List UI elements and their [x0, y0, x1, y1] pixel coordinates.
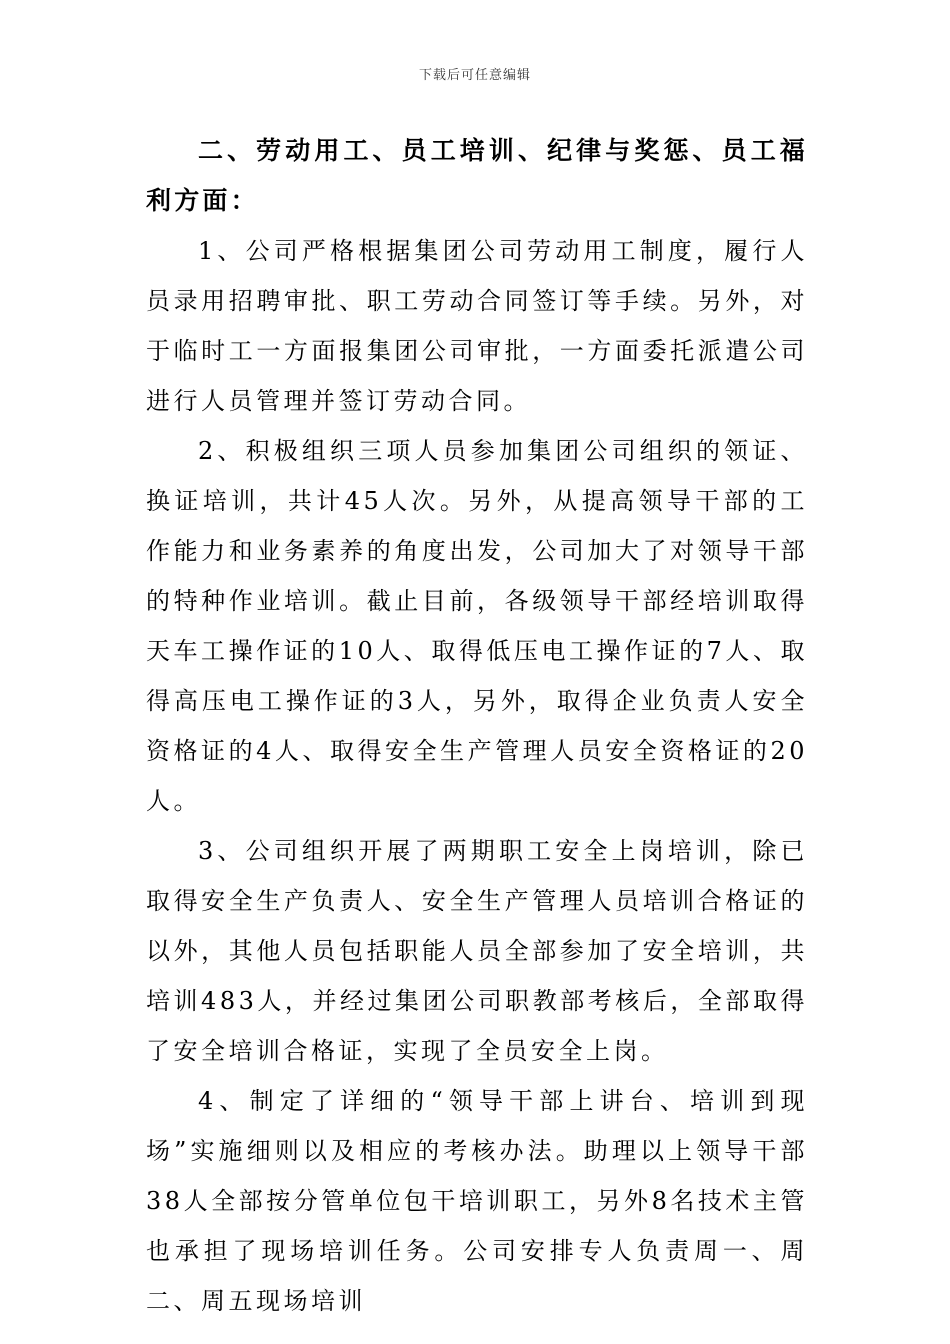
paragraph-2: 2、积极组织三项人员参加集团公司组织的领证、换证培训，共计45人次。另外，从提高领导干部的工作能力和业务素养的角度出发，公司加大了对领导干部的特种作业培训。截止目前，各级领导干部经培训取得天车工操作证的10人、取得低压电工操作证的7人、取得高压电工操作证的3人，另外，取得企业负责人安全资格证的4人、取得安全生产管理人员安全资格证的20人。: [146, 437, 808, 815]
page-header-note: 下载后可任意编辑: [418, 68, 531, 83]
section-heading: 二、劳动用工、员工培训、纪律与奖惩、员工福利方面：: [146, 136, 808, 215]
paragraph-4: 4、制定了详细的“领导干部上讲台、培训到现场”实施细则以及相应的考核办法。助理以上领导干部38人全部按分管单位包干培训职工，另外8名技术主管也承担了现场培训任务。公司安排专人负责周一、周二、周五现场培训: [146, 1087, 808, 1315]
paragraph-1: 1、公司严格根据集团公司劳动用工制度，履行人员录用招聘审批、职工劳动合同签订等手续。另外，对于临时工一方面报集团公司审批，一方面委托派遣公司进行人员管理并签订劳动合同。: [146, 237, 808, 415]
paragraph-3: 3、公司组织开展了两期职工安全上岗培训，除已取得安全生产负责人、安全生产管理人员培训合格证的以外，其他人员包括职能人员全部参加了安全培训，共培训483人，并经过集团公司职教部考核后，全部取得了安全培训合格证，实现了全员安全上岗。: [146, 837, 808, 1065]
document-body: [146, 126, 808, 1326]
